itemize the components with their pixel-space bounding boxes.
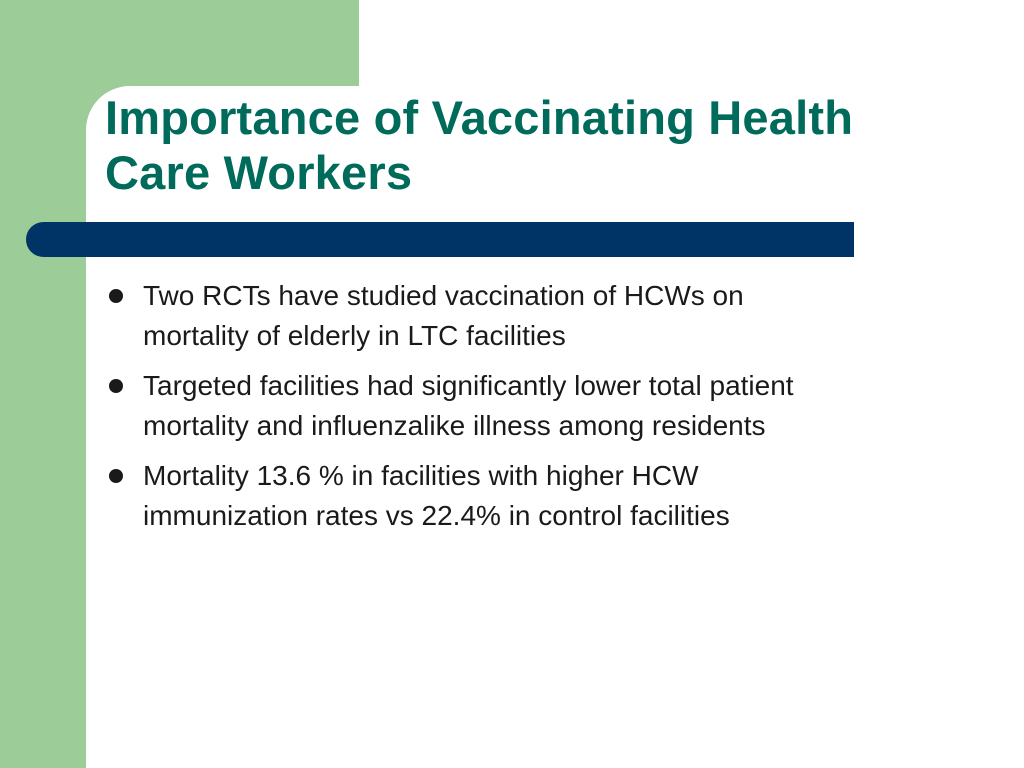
- slide-title: [105, 90, 985, 200]
- bullet-line: Two RCTs have studied vaccination of HCWs on: [143, 280, 744, 311]
- bullet-item: [103, 366, 983, 446]
- title-divider-bar: [26, 222, 854, 257]
- slide-title-line-1: Importance of Vaccinating Health: [105, 91, 854, 144]
- bullet-line: Targeted facilities had significantly lower total patient: [143, 370, 794, 401]
- bullet-dot-icon: [109, 469, 123, 483]
- bullet-text: [143, 276, 983, 356]
- bullet-line: Mortality 13.6 % in facilities with higher HCW: [143, 460, 699, 491]
- bullet-text: [143, 366, 983, 446]
- bullet-dot-icon: [109, 289, 123, 303]
- bullet-item: [103, 456, 983, 536]
- bullet-list: [103, 276, 983, 546]
- bullet-text: [143, 456, 983, 536]
- bullet-item: [103, 276, 983, 356]
- bullet-dot-icon: [109, 379, 123, 393]
- slide-title-line-2: Care Workers: [105, 146, 413, 199]
- bullet-line: immunization rates vs 22.4% in control facilities: [143, 500, 730, 531]
- bullet-line: mortality of elderly in LTC facilities: [143, 320, 566, 351]
- bullet-line: mortality and influenzalike illness among residents: [143, 410, 766, 441]
